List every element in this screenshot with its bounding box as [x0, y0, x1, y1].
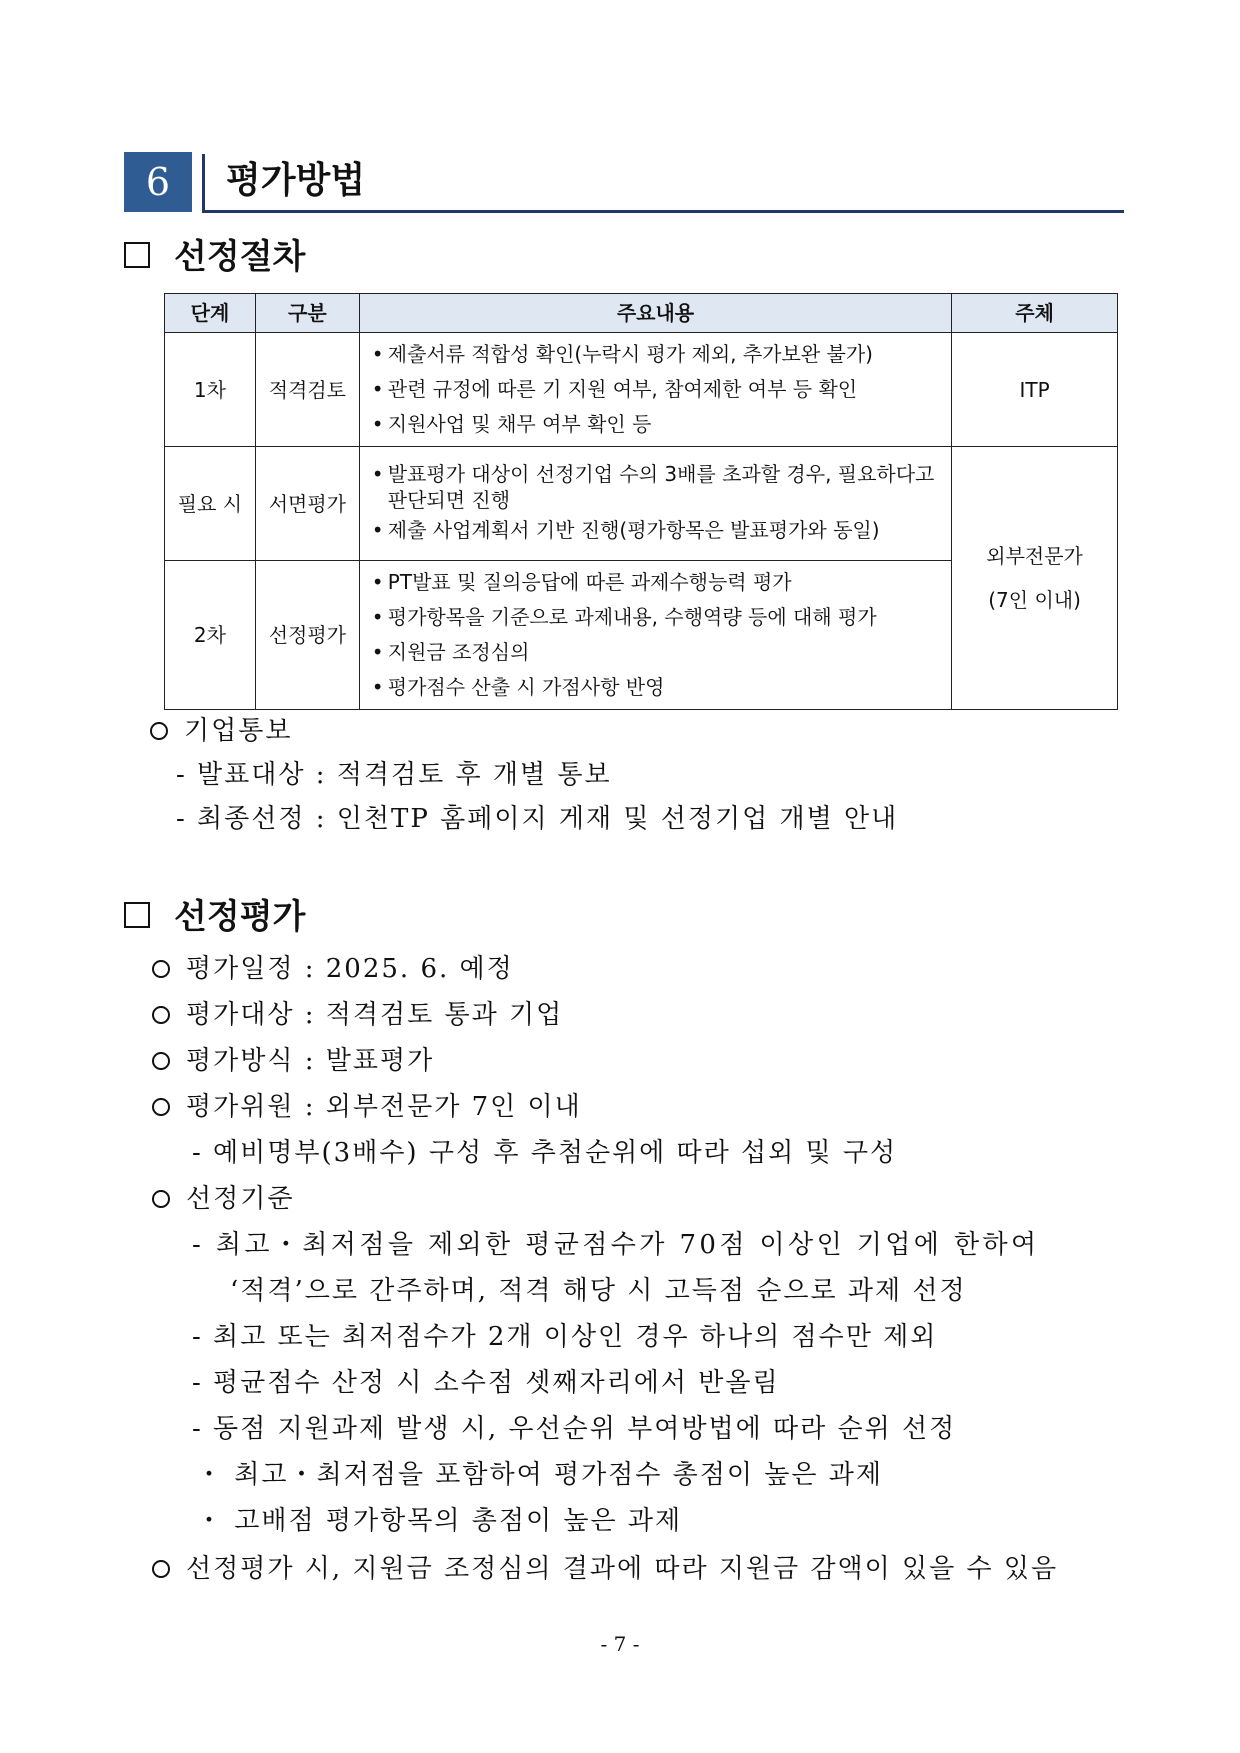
- table-row: [165, 447, 1118, 561]
- subheading-selection-evaluation: [124, 895, 305, 939]
- evaluation-committee: [152, 1090, 582, 1124]
- evaluation-schedule: [152, 952, 514, 986]
- section-number: 6: [124, 152, 192, 212]
- content-cell: [359, 333, 951, 447]
- tie-break-rule: ・ 최고・최저점을 포함하여 평가점수 총점이 높은 과제: [196, 1460, 884, 1490]
- column-header-category: 구분: [255, 294, 359, 333]
- column-header-subject: 주체: [952, 294, 1118, 333]
- circle-bullet-icon: [152, 1560, 170, 1578]
- selection-criteria: [152, 1182, 294, 1216]
- criteria-item-continued: ‘적격’으로 간주하며, 적격 해당 시 고득점 순으로 과제 선정: [230, 1276, 967, 1306]
- category-cell: 선정평가: [255, 561, 359, 710]
- table-header-row: [165, 294, 1118, 333]
- tie-break-rule: ・ 고배점 평가항목의 총점이 높은 과제: [196, 1506, 683, 1536]
- notice-item: - 최종선정 : 인천TP 홈페이지 게재 및 선정기업 개별 안내: [176, 804, 899, 834]
- criteria-item: - 동점 지원과제 발생 시, 우선순위 부여방법에 따라 순위 선정: [192, 1414, 957, 1444]
- square-bullet-icon: [124, 242, 150, 268]
- grant-adjustment-note: [152, 1552, 1058, 1586]
- section-divider: [202, 154, 205, 212]
- list-item: • 발표평가 대상이 선정기업 수의 3배를 초과할 경우, 필요하다고 판단되면 진행: [370, 461, 943, 513]
- procedure-table: [164, 293, 1118, 710]
- circle-bullet-icon: [152, 960, 170, 978]
- subheading-selection-procedure: [124, 235, 305, 279]
- evaluation-schedule-text: 평가일정 : 2025. 6. 예정: [186, 954, 514, 984]
- criteria-item: - 평균점수 산정 시 소수점 셋째자리에서 반올림: [192, 1368, 780, 1398]
- list-item: • 제출서류 적합성 확인(누락시 평가 제외, 추가보완 불가): [370, 337, 943, 372]
- subject-line: (7인 이내): [988, 588, 1081, 612]
- circle-bullet-icon: [150, 722, 168, 740]
- subject-cell: [952, 447, 1118, 710]
- square-bullet-icon: [124, 902, 150, 928]
- criteria-item: - 최고・최저점을 제외한 평균점수가 70점 이상인 기업에 한하여: [192, 1230, 1040, 1260]
- notice-item: - 발표대상 : 적격검토 후 개별 통보: [176, 760, 612, 790]
- notice-title: [150, 714, 292, 748]
- circle-bullet-icon: [152, 1006, 170, 1024]
- list-item: • 지원사업 및 채무 여부 확인 등: [370, 407, 943, 442]
- circle-bullet-icon: [152, 1190, 170, 1208]
- evaluation-method: [152, 1044, 434, 1078]
- table-row: [165, 333, 1118, 447]
- column-header-content: 주요내용: [359, 294, 951, 333]
- subject-line: 외부전문가: [986, 544, 1083, 568]
- subheading-text: 선정평가: [174, 897, 306, 937]
- evaluation-method-text: 평가방식 : 발표평가: [186, 1046, 435, 1076]
- column-header-stage: 단계: [165, 294, 256, 333]
- circle-bullet-icon: [152, 1052, 170, 1070]
- list-item: • 관련 규정에 따른 기 지원 여부, 참여제한 여부 등 확인: [370, 372, 943, 407]
- subject-cell: ITP: [952, 333, 1118, 447]
- list-item: • 제출 사업계획서 기반 진행(평가항목은 발표평가와 동일): [370, 517, 943, 543]
- stage-cell: 2차: [165, 561, 256, 710]
- stage-cell: 필요 시: [165, 447, 256, 561]
- content-cell: [359, 561, 951, 710]
- category-cell: 서면평가: [255, 447, 359, 561]
- circle-bullet-icon: [152, 1098, 170, 1116]
- evaluation-target-text: 평가대상 : 적격검토 통과 기업: [186, 1000, 564, 1030]
- section-underline: [202, 210, 1124, 213]
- content-cell: [359, 447, 951, 561]
- evaluation-target: [152, 998, 563, 1032]
- list-item: • PT발표 및 질의응답에 따른 과제수행능력 평가: [370, 565, 943, 600]
- section-title: 평가방법: [226, 160, 366, 201]
- evaluation-committee-text: 평가위원 : 외부전문가 7인 이내: [186, 1092, 582, 1122]
- notice-title-text: 기업통보: [184, 716, 293, 746]
- stage-cell: 1차: [165, 333, 256, 447]
- selection-criteria-text: 선정기준: [186, 1184, 295, 1214]
- list-item: • 지원금 조정심의: [370, 635, 943, 670]
- subheading-text: 선정절차: [174, 237, 306, 277]
- page-number: - 7 -: [600, 1632, 640, 1656]
- section-header: [124, 152, 1124, 212]
- criteria-item: - 최고 또는 최저점수가 2개 이상인 경우 하나의 점수만 제외: [192, 1322, 938, 1352]
- list-item: • 평가항목을 기준으로 과제내용, 수행역량 등에 대해 평가: [370, 600, 943, 635]
- category-cell: 적격검토: [255, 333, 359, 447]
- evaluation-committee-detail: - 예비명부(3배수) 구성 후 추첨순위에 따라 섭외 및 구성: [192, 1138, 898, 1168]
- grant-adjustment-text: 선정평가 시, 지원금 조정심의 결과에 따라 지원금 감액이 있을 수 있음: [186, 1554, 1059, 1584]
- list-item: • 평가점수 산출 시 가점사항 반영: [370, 670, 943, 705]
